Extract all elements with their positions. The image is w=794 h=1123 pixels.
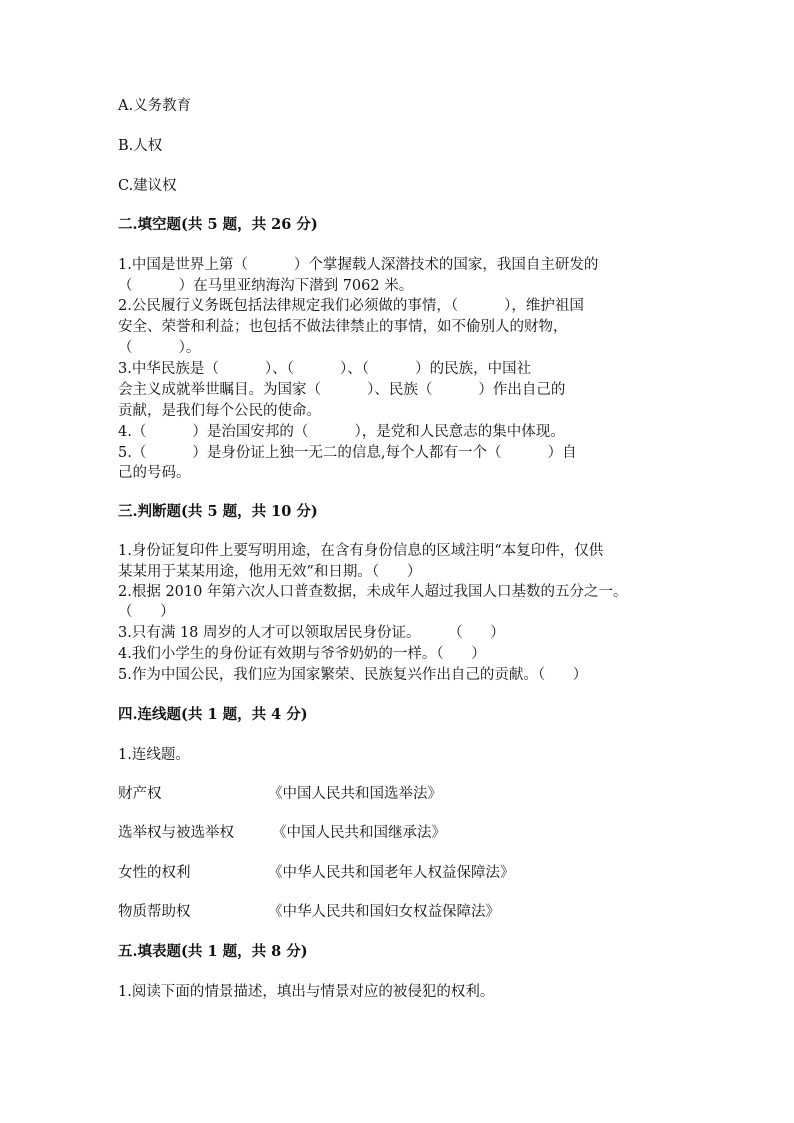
fill-blank-line: 5.（ ）是身份证上独一无二的信息,每个人都有一个（ ）自: [118, 445, 577, 461]
fill-blank-line: 2.公民履行义务既包括法律规定我们必须做的事情，（ ），维护祖国: [118, 298, 584, 314]
matching-right-item: 《中国人民共和国继承法》: [272, 825, 446, 841]
true-false-line: 3.只有满 18 周岁的人才可以领取居民身份证。 （ ）: [118, 625, 505, 641]
matching-left-item: 选举权与被选举权: [118, 825, 234, 841]
matching-left-item: 财产权: [118, 786, 162, 802]
section-heading-fill-blank: 二.填空题(共 5 题，共 26 分): [118, 216, 318, 233]
matching-left-item: 女性的权利: [118, 865, 191, 881]
true-false-line: （ ）: [118, 604, 175, 620]
fill-blank-line: 会主义成就举世瞩目。为国家（ ）、民族（ ）作出自己的: [118, 382, 566, 398]
table-fill-question: 1.阅读下面的情景描述，填出与情景对应的被侵犯的权利。: [118, 984, 495, 1000]
fill-blank-line: 3.中华民族是（ ）、（ ）、（ ）的民族，中国社: [118, 361, 532, 377]
option-b: B.人权: [118, 138, 163, 154]
true-false-line: 某某用于某某用途，他用无效”和日期。（ ）: [118, 564, 422, 580]
true-false-line: 5.作为中国公民，我们应为国家繁荣、民族复兴作出自己的贡献。（ ）: [118, 667, 588, 683]
true-false-line: 1.身份证复印件上要写明用途，在含有身份信息的区域注明“本复印件，仅供: [118, 543, 604, 559]
fill-blank-line: 1.中国是世界上第（ ）个掌握载人深潜技术的国家，我国自主研发的: [118, 257, 599, 273]
option-c: C.建议权: [118, 178, 177, 194]
fill-blank-line: 安全、荣誉和利益；也包括不做法律禁止的事情，如不偷别人的财物，: [118, 319, 568, 335]
matching-right-item: 《中国人民共和国选举法》: [268, 786, 442, 802]
fill-blank-line: （ ）在马里亚纳海沟下潜到 7062 米。: [118, 278, 414, 294]
fill-blank-line: 贡献，是我们每个公民的使命。: [118, 403, 321, 419]
matching-question: 1.连线题。: [118, 747, 190, 763]
section-heading-matching: 四.连线题(共 1 题，共 4 分): [118, 706, 308, 723]
section-heading-table-fill: 五.填表题(共 1 题，共 8 分): [118, 943, 308, 960]
fill-blank-line: 己的号码。: [118, 465, 191, 481]
fill-blank-line: 4.（ ）是治国安邦的（ ），是党和人民意志的集中体现。: [118, 424, 565, 440]
matching-right-item: 《中华人民共和国妇女权益保障法》: [268, 904, 500, 920]
matching-left-item: 物质帮助权: [118, 904, 191, 920]
true-false-line: 4.我们小学生的身份证有效期与爷爷奶奶的一样。（ ）: [118, 646, 486, 662]
true-false-line: 2.根据 2010 年第六次人口普查数据，未成年人超过我国人口基数的五分之一。: [118, 584, 628, 600]
section-heading-true-false: 三.判断题(共 5 题，共 10 分): [118, 503, 318, 520]
matching-right-item: 《中华人民共和国老年人权益保障法》: [268, 865, 515, 881]
fill-blank-line: （ ）。: [118, 340, 201, 356]
option-a: A.义务教育: [118, 98, 192, 114]
